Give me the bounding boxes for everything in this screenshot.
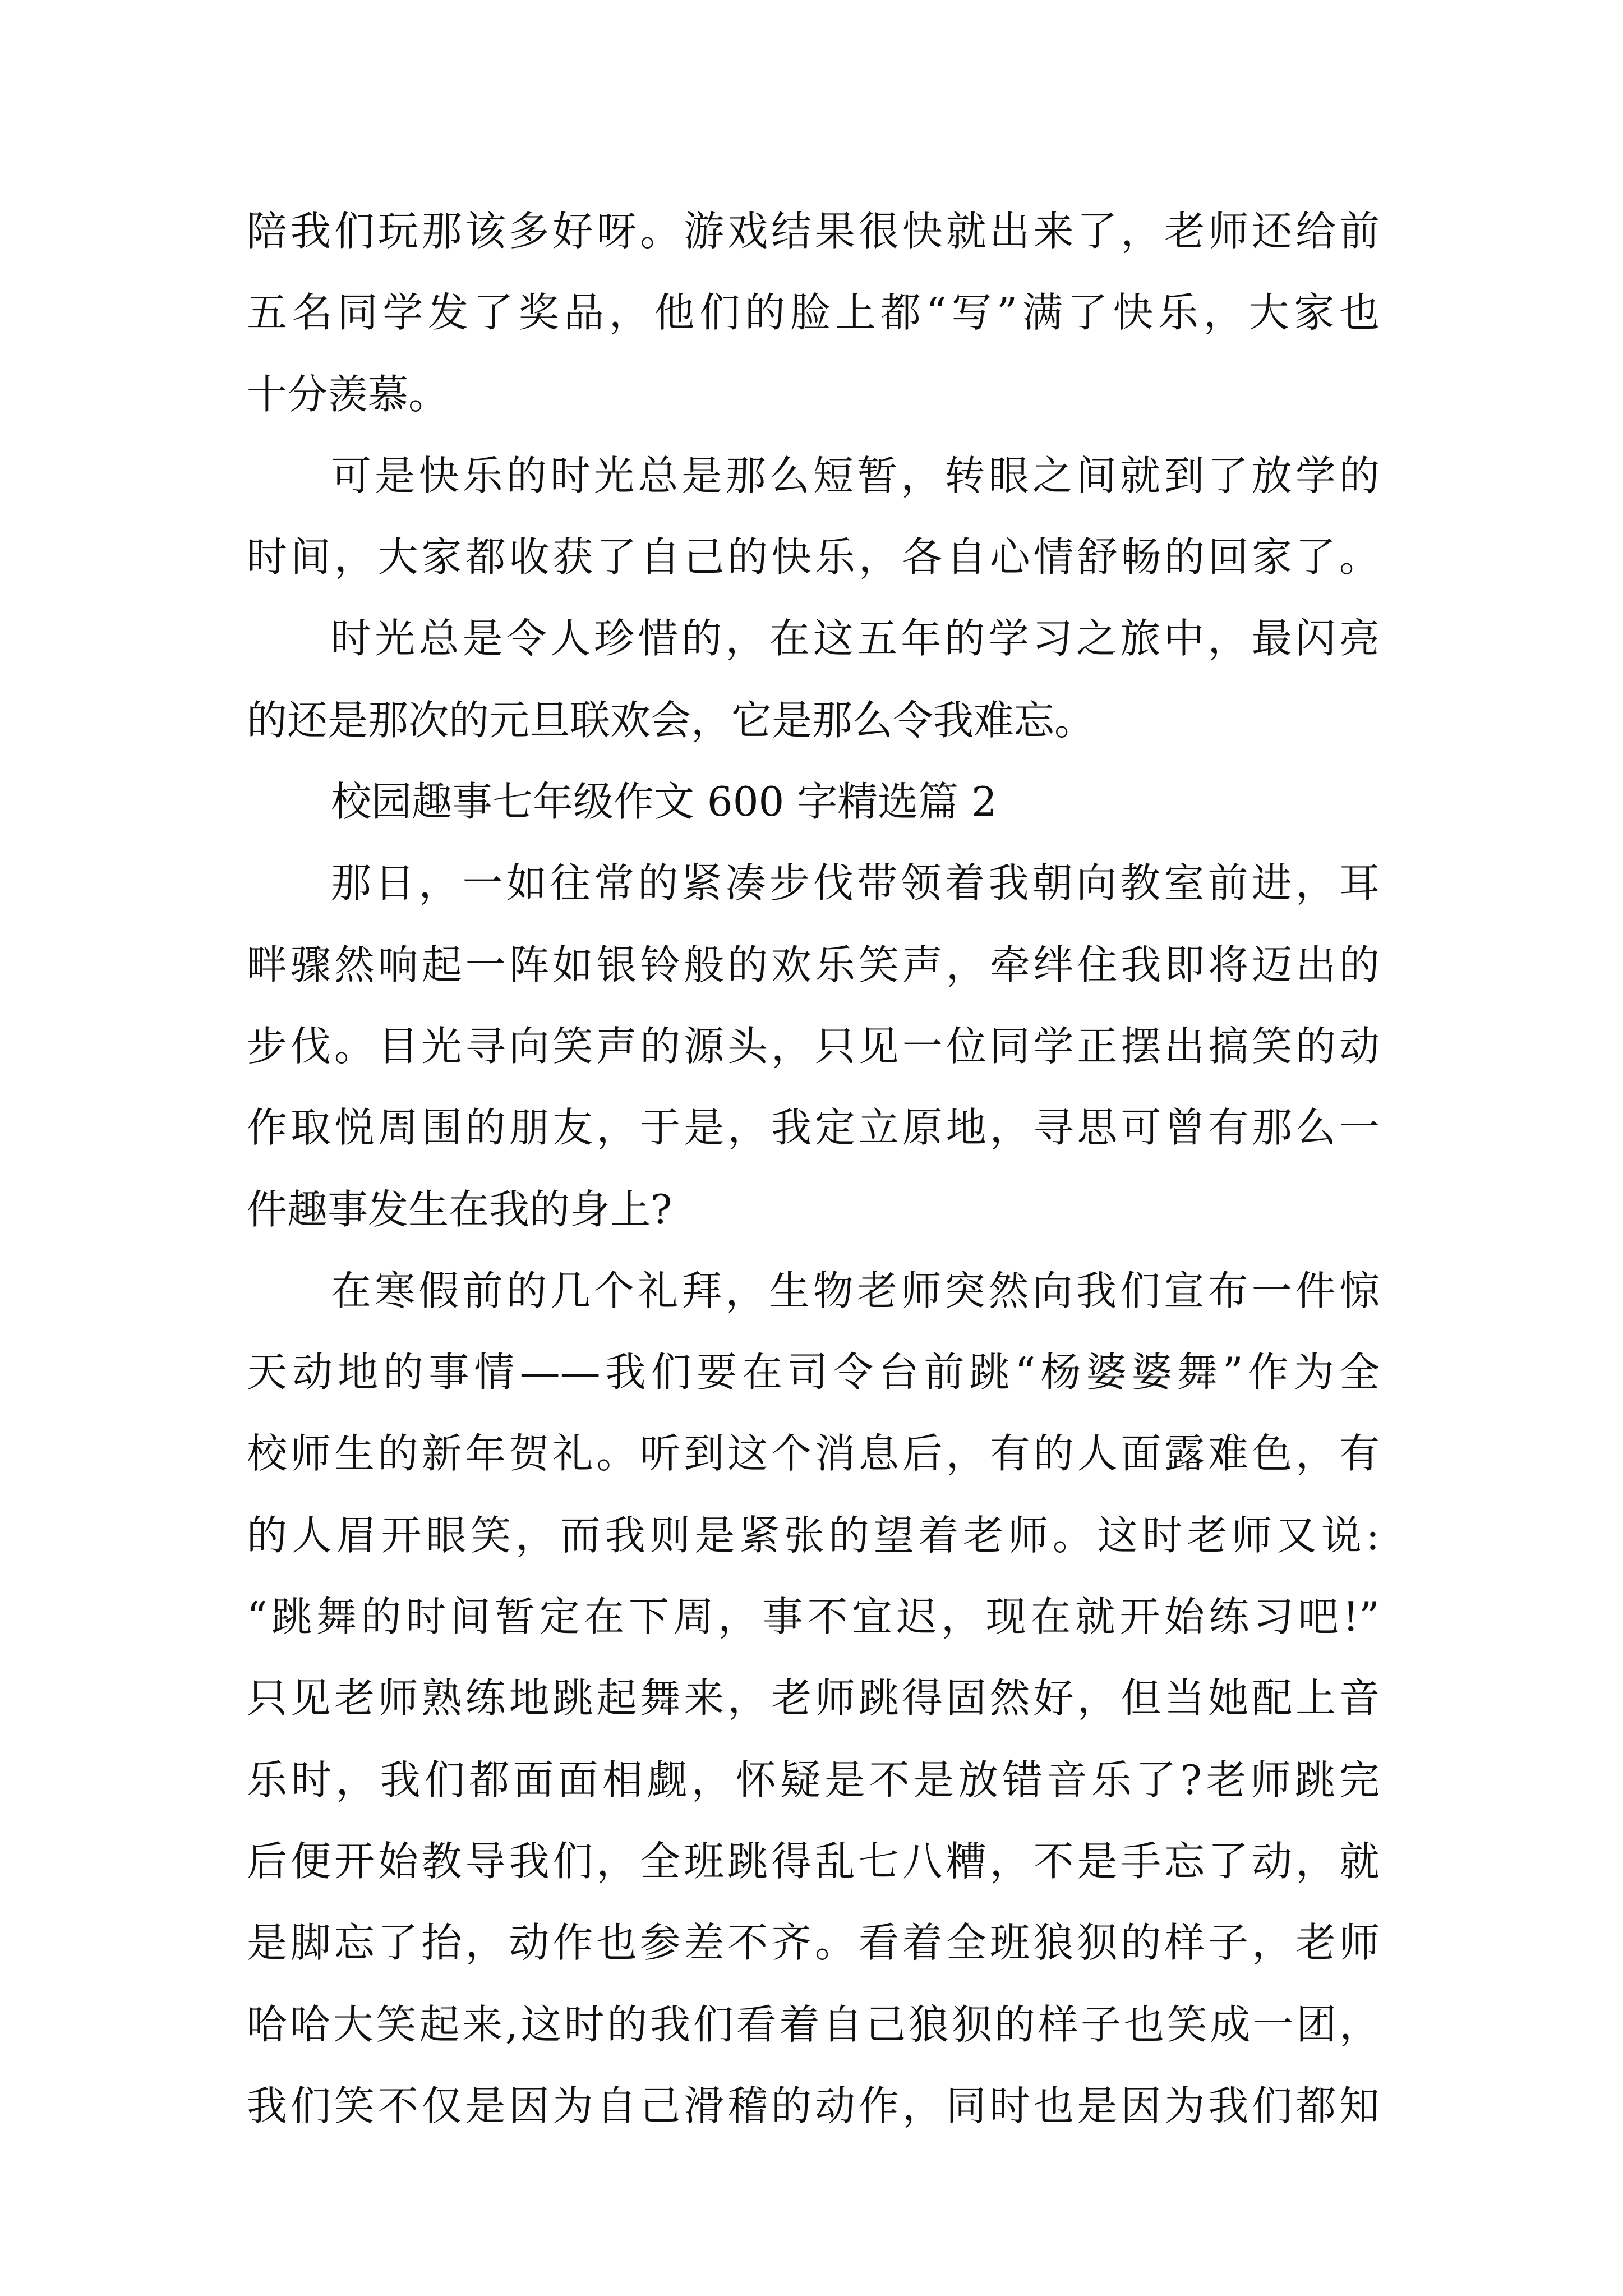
paragraph-first-line: 可是快乐的时光总是那么短暂，转眼之间就到了放学的: [331, 452, 1380, 499]
text-line: 后便开始教导我们，全班跳得乱七八糟，不是手忘了动，就: [247, 1837, 1380, 1885]
text-line: 乐时，我们都面面相觑，怀疑是不是放错音乐了?老师跳完: [247, 1756, 1380, 1803]
text-line: 的还是那次的元旦联欢会，它是那么令我难忘。: [247, 696, 1095, 744]
text-line: 哈哈大笑起来,这时的我们看着自己狼狈的样子也笑成一团，: [247, 2000, 1380, 2048]
text-line: 我们笑不仅是因为自己滑稽的动作，同时也是因为我们都知: [247, 2082, 1380, 2129]
text-line: 作取悦周围的朋友，于是，我定立原地，寻思可曾有那么一: [247, 1104, 1380, 1152]
essay-body: [247, 191, 1380, 2147]
text-line: 畔骤然响起一阵如银铃般的欢乐笑声，牵绊住我即将迈出的: [247, 941, 1380, 988]
paragraph-first-line: 在寒假前的几个礼拜，生物老师突然向我们宣布一件惊: [331, 1267, 1380, 1314]
text-line: 的人眉开眼笑，而我则是紧张的望着老师。这时老师又说:: [247, 1511, 1380, 1559]
text-line: 五名同学发了奖品，他们的脸上都“写”满了快乐，大家也: [247, 289, 1380, 337]
paragraph-first-line: 时光总是令人珍惜的，在这五年的学习之旅中，最闪亮: [331, 615, 1380, 662]
text-line: “跳舞的时间暂定在下周，事不宜迟，现在就开始练习吧!”: [247, 1593, 1380, 1641]
text-line: 件趣事发生在我的身上?: [247, 1185, 672, 1233]
text-line: 是脚忘了抬，动作也参差不齐。看着全班狼狈的样子，老师: [247, 1919, 1380, 1967]
text-line: 陪我们玩那该多好呀。游戏结果很快就出来了，老师还给前: [247, 208, 1380, 255]
text-line: 步伐。目光寻向笑声的源头，只见一位同学正摆出搞笑的动: [247, 1022, 1380, 1070]
text-line: 只见老师熟练地跳起舞来，老师跳得固然好，但当她配上音: [247, 1674, 1380, 1722]
text-line: 天动地的事情——我们要在司令台前跳“杨婆婆舞”作为全: [247, 1349, 1380, 1396]
text-line: 时间，大家都收获了自己的快乐，各自心情舒畅的回家了。: [247, 533, 1380, 581]
section-heading: 校园趣事七年级作文 600 字精选篇 2: [331, 778, 997, 826]
paragraph-first-line: 那日，一如往常的紧凑步伐带领着我朝向教室前进，耳: [331, 859, 1380, 907]
text-line: 校师生的新年贺礼。听到这个消息后，有的人面露难色，有: [247, 1430, 1380, 1478]
text-line: 十分羡慕。: [247, 370, 449, 418]
